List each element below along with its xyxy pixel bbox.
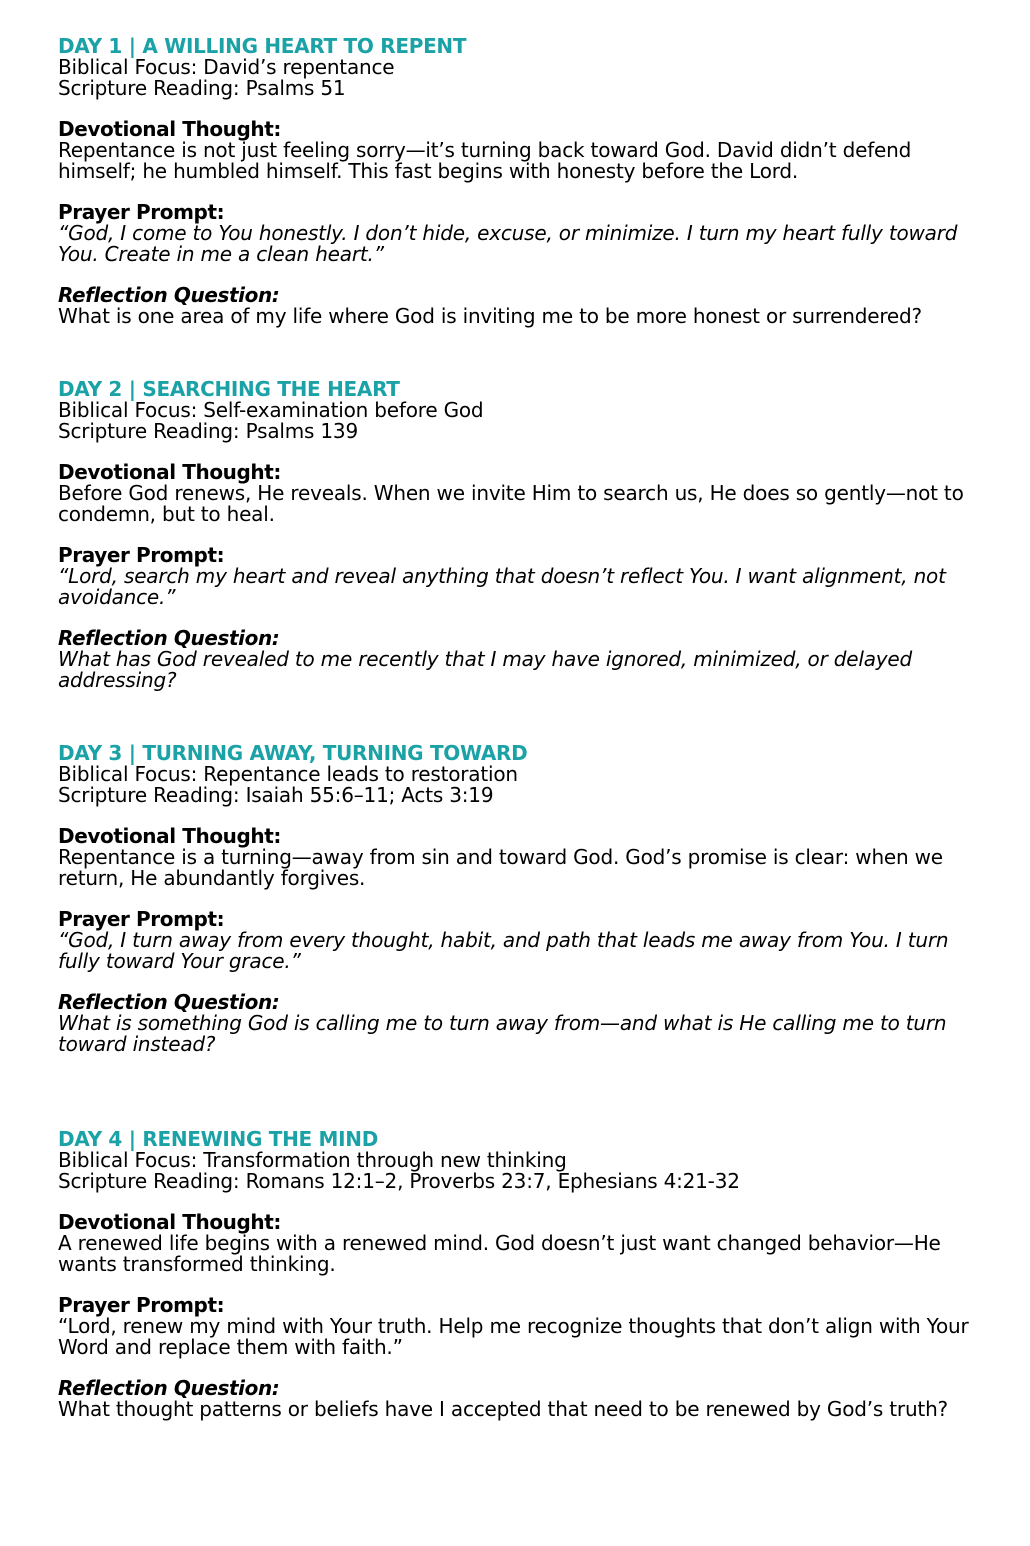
prayer-text: “God, I come to You honestly. I don’t hide, excuse, or minimize. I turn my heart fully toward You. Create in me a clean heart.” — [58, 221, 958, 266]
day-4-section — [58, 1129, 990, 1420]
biblical-focus: Biblical Focus: Repentance leads to restoration — [58, 762, 518, 786]
day-title: DAY 3 | TURNING AWAY, TURNING TOWARD — [58, 741, 528, 765]
devotional-label: Devotional Thought: — [58, 824, 282, 848]
prayer-label: Prayer Prompt: — [58, 907, 225, 931]
reflection-section — [58, 992, 990, 1055]
scripture-reading: Scripture Reading: Romans 12:1–2, Proverbs 23:7, Ephesians 4:21-32 — [58, 1169, 740, 1193]
day-title: DAY 1 | A WILLING HEART TO REPENT — [58, 34, 467, 58]
reflection-label: Reflection Question: — [58, 626, 280, 650]
prayer-section — [58, 909, 990, 972]
prayer-section — [58, 1295, 990, 1358]
biblical-focus: Biblical Focus: David’s repentance — [58, 55, 395, 79]
reflection-section — [58, 1378, 990, 1420]
devotional-section — [58, 1212, 990, 1275]
reflection-text: What has God revealed to me recently that I may have ignored, minimized, or delayed addressing? — [58, 647, 912, 692]
reflection-section — [58, 628, 990, 691]
devotional-section — [58, 462, 990, 525]
devotional-section — [58, 826, 990, 889]
day-title: DAY 2 | SEARCHING THE HEART — [58, 377, 400, 401]
devotional-text: A renewed life begins with a renewed mind. God doesn’t just want changed behavior—He wants transformed thinking. — [58, 1231, 941, 1276]
reflection-label: Reflection Question: — [58, 1376, 280, 1400]
day-2-section — [58, 379, 990, 691]
scripture-reading: Scripture Reading: Psalms 51 — [58, 76, 346, 100]
prayer-text: “God, I turn away from every thought, habit, and path that leads me away from You. I turn fully toward Your grace.” — [58, 928, 949, 973]
scripture-reading: Scripture Reading: Psalms 139 — [58, 419, 358, 443]
prayer-section — [58, 545, 990, 608]
reflection-text: What thought patterns or beliefs have I accepted that need to be renewed by God’s truth? — [58, 1397, 948, 1421]
scripture-reading: Scripture Reading: Isaiah 55:6–11; Acts 3:19 — [58, 783, 494, 807]
devotional-label: Devotional Thought: — [58, 1210, 282, 1234]
prayer-label: Prayer Prompt: — [58, 200, 225, 224]
day-title: DAY 4 | RENEWING THE MIND — [58, 1127, 379, 1151]
devotional-section — [58, 119, 990, 182]
devotional-text: Repentance is not just feeling sorry—it’s turning back toward God. David didn’t defend himself; he humbled himself. This fast begins with honesty before the Lord. — [58, 138, 912, 183]
day-3-section — [58, 743, 990, 1055]
prayer-label: Prayer Prompt: — [58, 543, 225, 567]
reflection-label: Reflection Question: — [58, 990, 280, 1014]
devotional-label: Devotional Thought: — [58, 117, 282, 141]
devotional-text: Repentance is a turning—away from sin and toward God. God’s promise is clear: when we return, He abundantly forgives. — [58, 845, 943, 890]
devotional-text: Before God renews, He reveals. When we invite Him to search us, He does so gently—not to condemn, but to heal. — [58, 481, 964, 526]
reflection-label: Reflection Question: — [58, 283, 280, 307]
reflection-text: What is something God is calling me to turn away from—and what is He calling me to turn toward instead? — [58, 1011, 947, 1056]
prayer-text: “Lord, search my heart and reveal anything that doesn’t reflect You. I want alignment, not avoidance.” — [58, 564, 946, 609]
biblical-focus: Biblical Focus: Transformation through new thinking — [58, 1148, 567, 1172]
devotional-label: Devotional Thought: — [58, 460, 282, 484]
prayer-section — [58, 202, 990, 265]
prayer-text: “Lord, renew my mind with Your truth. Help me recognize thoughts that don’t align with Your Word and replace them with faith.” — [58, 1314, 969, 1359]
day-1-section — [58, 36, 990, 327]
prayer-label: Prayer Prompt: — [58, 1293, 225, 1317]
biblical-focus: Biblical Focus: Self-examination before God — [58, 398, 484, 422]
reflection-text: What is one area of my life where God is inviting me to be more honest or surrendered? — [58, 304, 922, 328]
reflection-section — [58, 285, 990, 327]
